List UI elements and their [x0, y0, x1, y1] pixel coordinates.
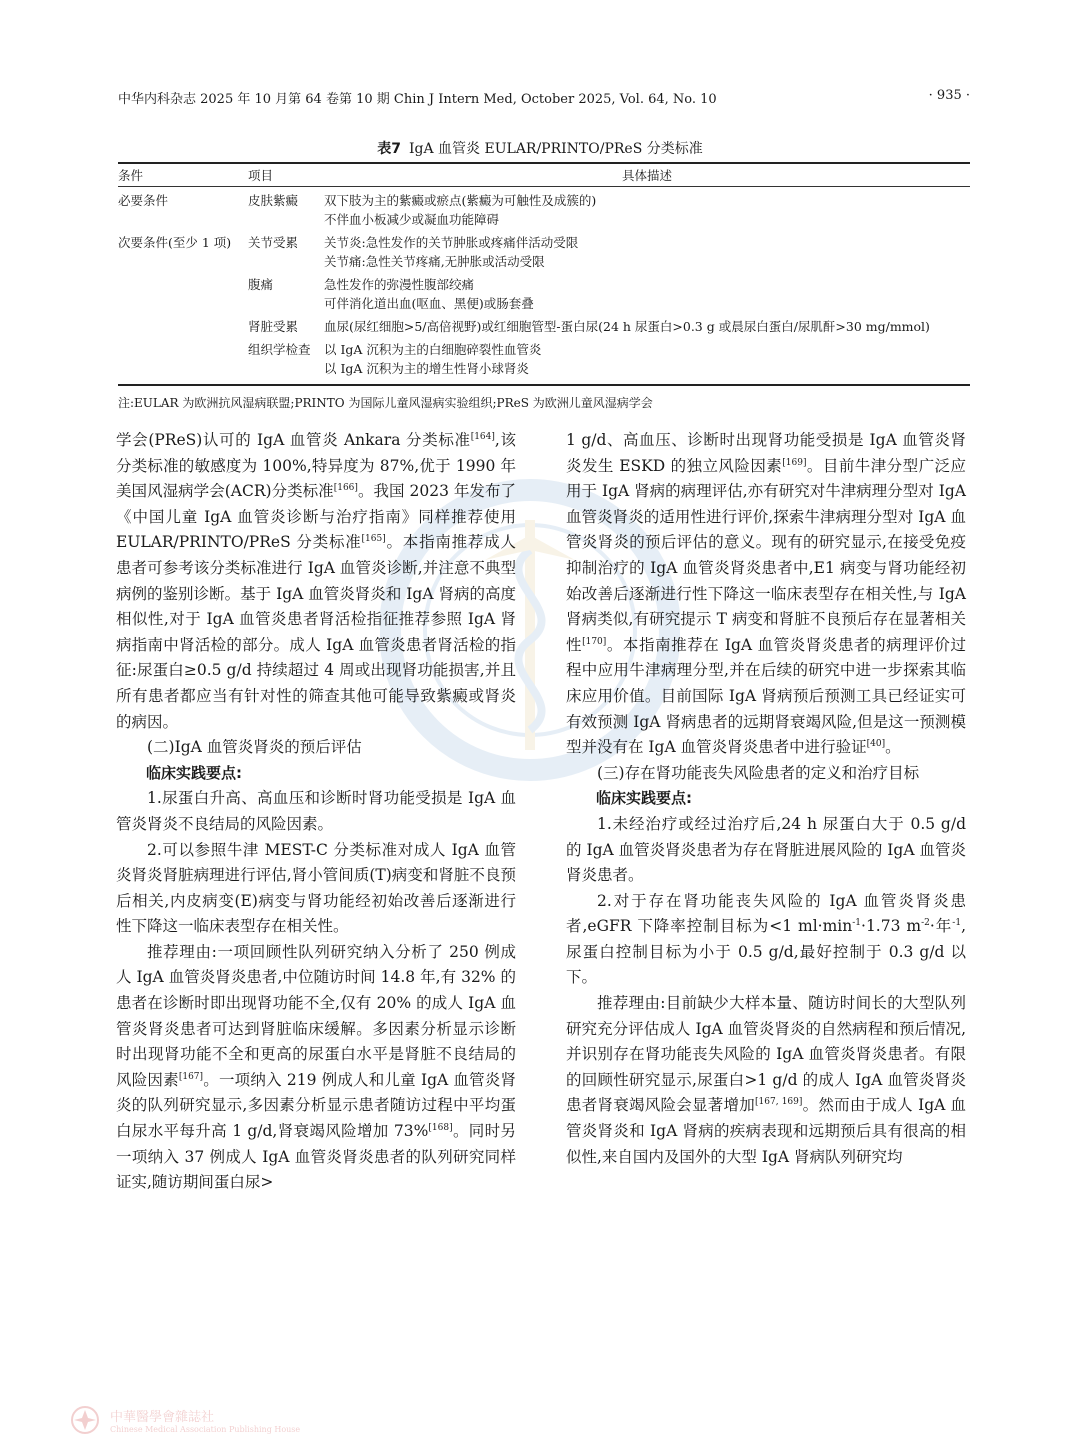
key-point-1: 1.尿蛋白升高、高血压和诊断时肾功能受损是 IgA 血管炎肾炎不良结局的风险因素。	[116, 789, 516, 833]
key-point-2: 2.可以参照牛津 MEST-C 分类标准对成人 IgA 血管炎肾炎肾脏病理进行评估,肾小管间质(T)病变和肾脏不良预后相关,内皮病变(E)病变与肾功能经初始改善后逐渐进行性下降这一临床表型存在相关性。	[116, 840, 516, 936]
cell-item: 组织学检查	[248, 342, 311, 357]
table-caption	[0, 138, 1080, 158]
section-heading-risk: (三)存在肾功能丧失风险患者的定义和治疗目标	[597, 763, 920, 782]
classification-table	[118, 162, 970, 413]
cell-item: 关节受累	[248, 235, 299, 250]
rationale-paragraph: 推荐理由:目前缺少大样本量、随访时间长的大型队列研究充分评估成人 IgA 血管炎肾炎的自然病程和预后情况,并识别存在肾功能丧失风险的 IgA 血管炎肾炎患者。有限的回顾性研究显示,尿蛋白>1 g/d 的成人 IgA 血管炎肾炎患者肾衰竭风险会显著增加[167, 169]。然而由于成人 IgA 血管炎肾炎和 IgA 肾病的疾病表现和远期预后具有很高的相似性,来自国内及国外的大型 IgA 肾病队列研究均	[566, 994, 966, 1166]
description-line: 可伴消化道出血(呕血、黑便)或肠套叠	[324, 296, 534, 311]
cell-description	[324, 233, 970, 271]
cell-description	[324, 275, 970, 313]
header-item: 项目	[248, 167, 274, 183]
key-point-2: 2.对于存在肾功能丧失风险的 IgA 血管炎肾炎患者,eGFR 下降率控制目标为<1 $ml\cdot\min^{-1}\cdot 1.73$ $m^{-2}\cdot$年$^{-1}$,尿蛋白控制目标为小于 0.5 g/d,最好控制于 0.3 g/d 以下。	[566, 891, 966, 987]
ref-167-169: [167, 169]	[755, 1097, 803, 1108]
table-row	[118, 313, 970, 336]
table-title: IgA 血管炎 EULAR/PRINTO/PReS 分类标准	[409, 141, 703, 157]
paragraph-ankara: 学会(PReS)认可的 IgA 血管炎 Ankara 分类标准[164],该分类标准的敏感度为 100%,特异度为 87%,优于 1990 年美国风湿病学会(ACR)分类标准[166]。我国 2023 年发布了《中国儿童 IgA 血管炎诊断与治疗指南》同样推荐使用 EULAR/PRINTO/PReS 分类标准[165]。本指南推荐成人患者可参考该分类标准进行 IgA 血管炎诊断,并注意不典型病例的鉴别诊断。基于 IgA 血管炎肾炎和 IgA 肾病的高度相似性,对于 IgA 血管炎患者肾活检指征推荐参照 IgA 肾病指南中肾活检的部分。成人 IgA 血管炎患者肾活检的指征:尿蛋白≥0.5 g/d 持续超过 4 周或出现肾功能损害,并且所有患者都应当有针对性的筛查其他可能导致紫癜或肾炎的病因。	[116, 431, 516, 731]
description-line: 以 IgA 沉积为主的增生性肾小球肾炎	[324, 361, 529, 376]
journal-citation: 中华内科杂志 2025 年 10 月第 64 卷第 10 期 Chin J Intern Med, October 2025, Vol. 64, No. 10	[118, 92, 717, 107]
cell-description	[324, 317, 970, 336]
table-row	[118, 229, 970, 271]
cell-condition	[118, 317, 248, 336]
table-header-row	[118, 164, 970, 186]
description-line: 血尿(尿红细胞>5/高倍视野)或红细胞管型-蛋白尿(24 h 尿蛋白>0.3 g 或晨尿白蛋白/尿肌酐>30 mg/mmol)	[324, 319, 930, 334]
section-heading-prognosis: (二)IgA 血管炎肾炎的预后评估	[147, 738, 362, 757]
description-line: 双下肢为主的紫癜或瘀点(紫癜为可触性及成簇的)	[324, 193, 597, 208]
description-line: 不伴血小板减少或凝血功能障碍	[324, 212, 500, 227]
cell-description	[324, 191, 970, 229]
page-number: · 935 ·	[928, 88, 970, 103]
key-points-heading: 临床实践要点:	[596, 789, 692, 808]
table-row	[118, 336, 970, 378]
table-row	[118, 271, 970, 313]
ref-168: [168]	[428, 1122, 453, 1133]
ref-166: [166]	[333, 483, 358, 494]
cell-item: 肾脏受累	[248, 319, 299, 334]
cell-condition: 必要条件	[118, 193, 169, 208]
publisher-name-en: Chinese Medical Association Publishing House	[110, 1425, 301, 1434]
running-head	[118, 88, 970, 107]
right-column	[566, 428, 966, 1170]
cell-condition	[118, 275, 248, 313]
left-column	[116, 428, 516, 1196]
cell-item: 皮肤紫癜	[248, 193, 299, 208]
description-line: 关节炎:急性发作的关节肿胀或疼痛伴活动受限	[324, 235, 579, 250]
description-line: 以 IgA 沉积为主的白细胞碎裂性血管炎	[324, 342, 542, 357]
table-note: 注:EULAR 为欧洲抗风湿病联盟;PRINTO 为国际儿童风湿病实验组织;PReS 为欧洲儿童风湿病学会	[118, 396, 653, 410]
cell-item: 腹痛	[248, 277, 274, 292]
description-line: 关节痛:急性关节疼痛,无肿胀或活动受限	[324, 254, 545, 269]
rationale-paragraph: 推荐理由:一项回顾性队列研究纳入分析了 250 例成人 IgA 血管炎肾炎患者,中位随访时间 14.8 年,有 32% 的患者在诊断时即出现肾功能不全,仅有 20% 的成人 IgA 血管炎肾炎患者可达到肾脏临床缓解。多因素分析显示诊断时出现肾功能不全和更高的尿蛋白水平是肾脏不良结局的风险因素[167]。一项纳入 219 例成人和儿童 IgA 血管炎肾炎的队列研究显示,多因素分析显示患者随访过程中平均蛋白尿水平每升高 1 g/d,肾衰竭风险增加 73%[168]。同时另一项纳入 37 例成人 IgA 血管炎肾炎患者的队列研究同样证实,随访期间蛋白尿>	[116, 942, 516, 1192]
key-points-heading: 临床实践要点:	[146, 763, 242, 782]
ref-169: [169]	[782, 457, 807, 468]
header-description: 具体描述	[621, 167, 672, 183]
header-condition: 条件	[118, 167, 144, 183]
description-line: 急性发作的弥漫性腹部绞痛	[324, 277, 475, 292]
ref-165: [165]	[361, 534, 386, 545]
table-row	[118, 187, 970, 229]
key-point-1: 1.未经治疗或经过治疗后,24 h 尿蛋白大于 0.5 g/d 的 IgA 血管炎肾炎患者为存在肾脏进展风险的 IgA 血管炎肾炎患者。	[566, 814, 966, 885]
paragraph-oxford: 1 g/d、高血压、诊断时出现肾功能受损是 IgA 血管炎肾炎发生 ESKD 的独立风险因素[169]。目前牛津分型广泛应用于 IgA 肾病的病理评估,亦有研究对牛津病理分型对 IgA 血管炎肾炎的适用性进行评价,探索牛津病理分型对 IgA 血管炎肾炎的预后评估的意义。现有的研究显示,在接受免疫抑制治疗的 IgA 血管炎肾炎患者中,E1 病变与肾功能经初始改善后逐渐进行性下降这一临床表型存在相关性,与 IgA 肾病类似,有研究提示 T 病变和肾脏不良预后存在显著相关性[170]。本指南推荐在 IgA 血管炎肾炎患者的病理评价过程中应用牛津病理分型,并在后续的研究中进一步探索其临床应用价值。目前国际 IgA 肾病预后预测工具已经证实可有效预测 IgA 肾病患者的远期肾衰竭风险,但是这一预测模型并没有在 IgA 血管炎肾炎患者中进行验证[40]。	[566, 431, 966, 757]
ref-170: [170]	[582, 636, 607, 647]
ref-164: [164]	[470, 431, 495, 442]
cell-condition: 次要条件(至少 1 项)	[118, 235, 232, 250]
cell-condition	[118, 340, 248, 378]
table-bottom-rule	[118, 384, 970, 386]
table-number: 表7	[377, 141, 401, 157]
cell-description	[324, 340, 970, 378]
publisher-name: 中華醫學會雜誌社	[110, 1410, 215, 1425]
publisher-logo-icon	[70, 1405, 100, 1435]
ref-167: [167]	[178, 1071, 204, 1082]
table-body	[118, 187, 970, 384]
publisher-watermark	[70, 1400, 490, 1440]
ref-40: [40]	[866, 738, 886, 749]
